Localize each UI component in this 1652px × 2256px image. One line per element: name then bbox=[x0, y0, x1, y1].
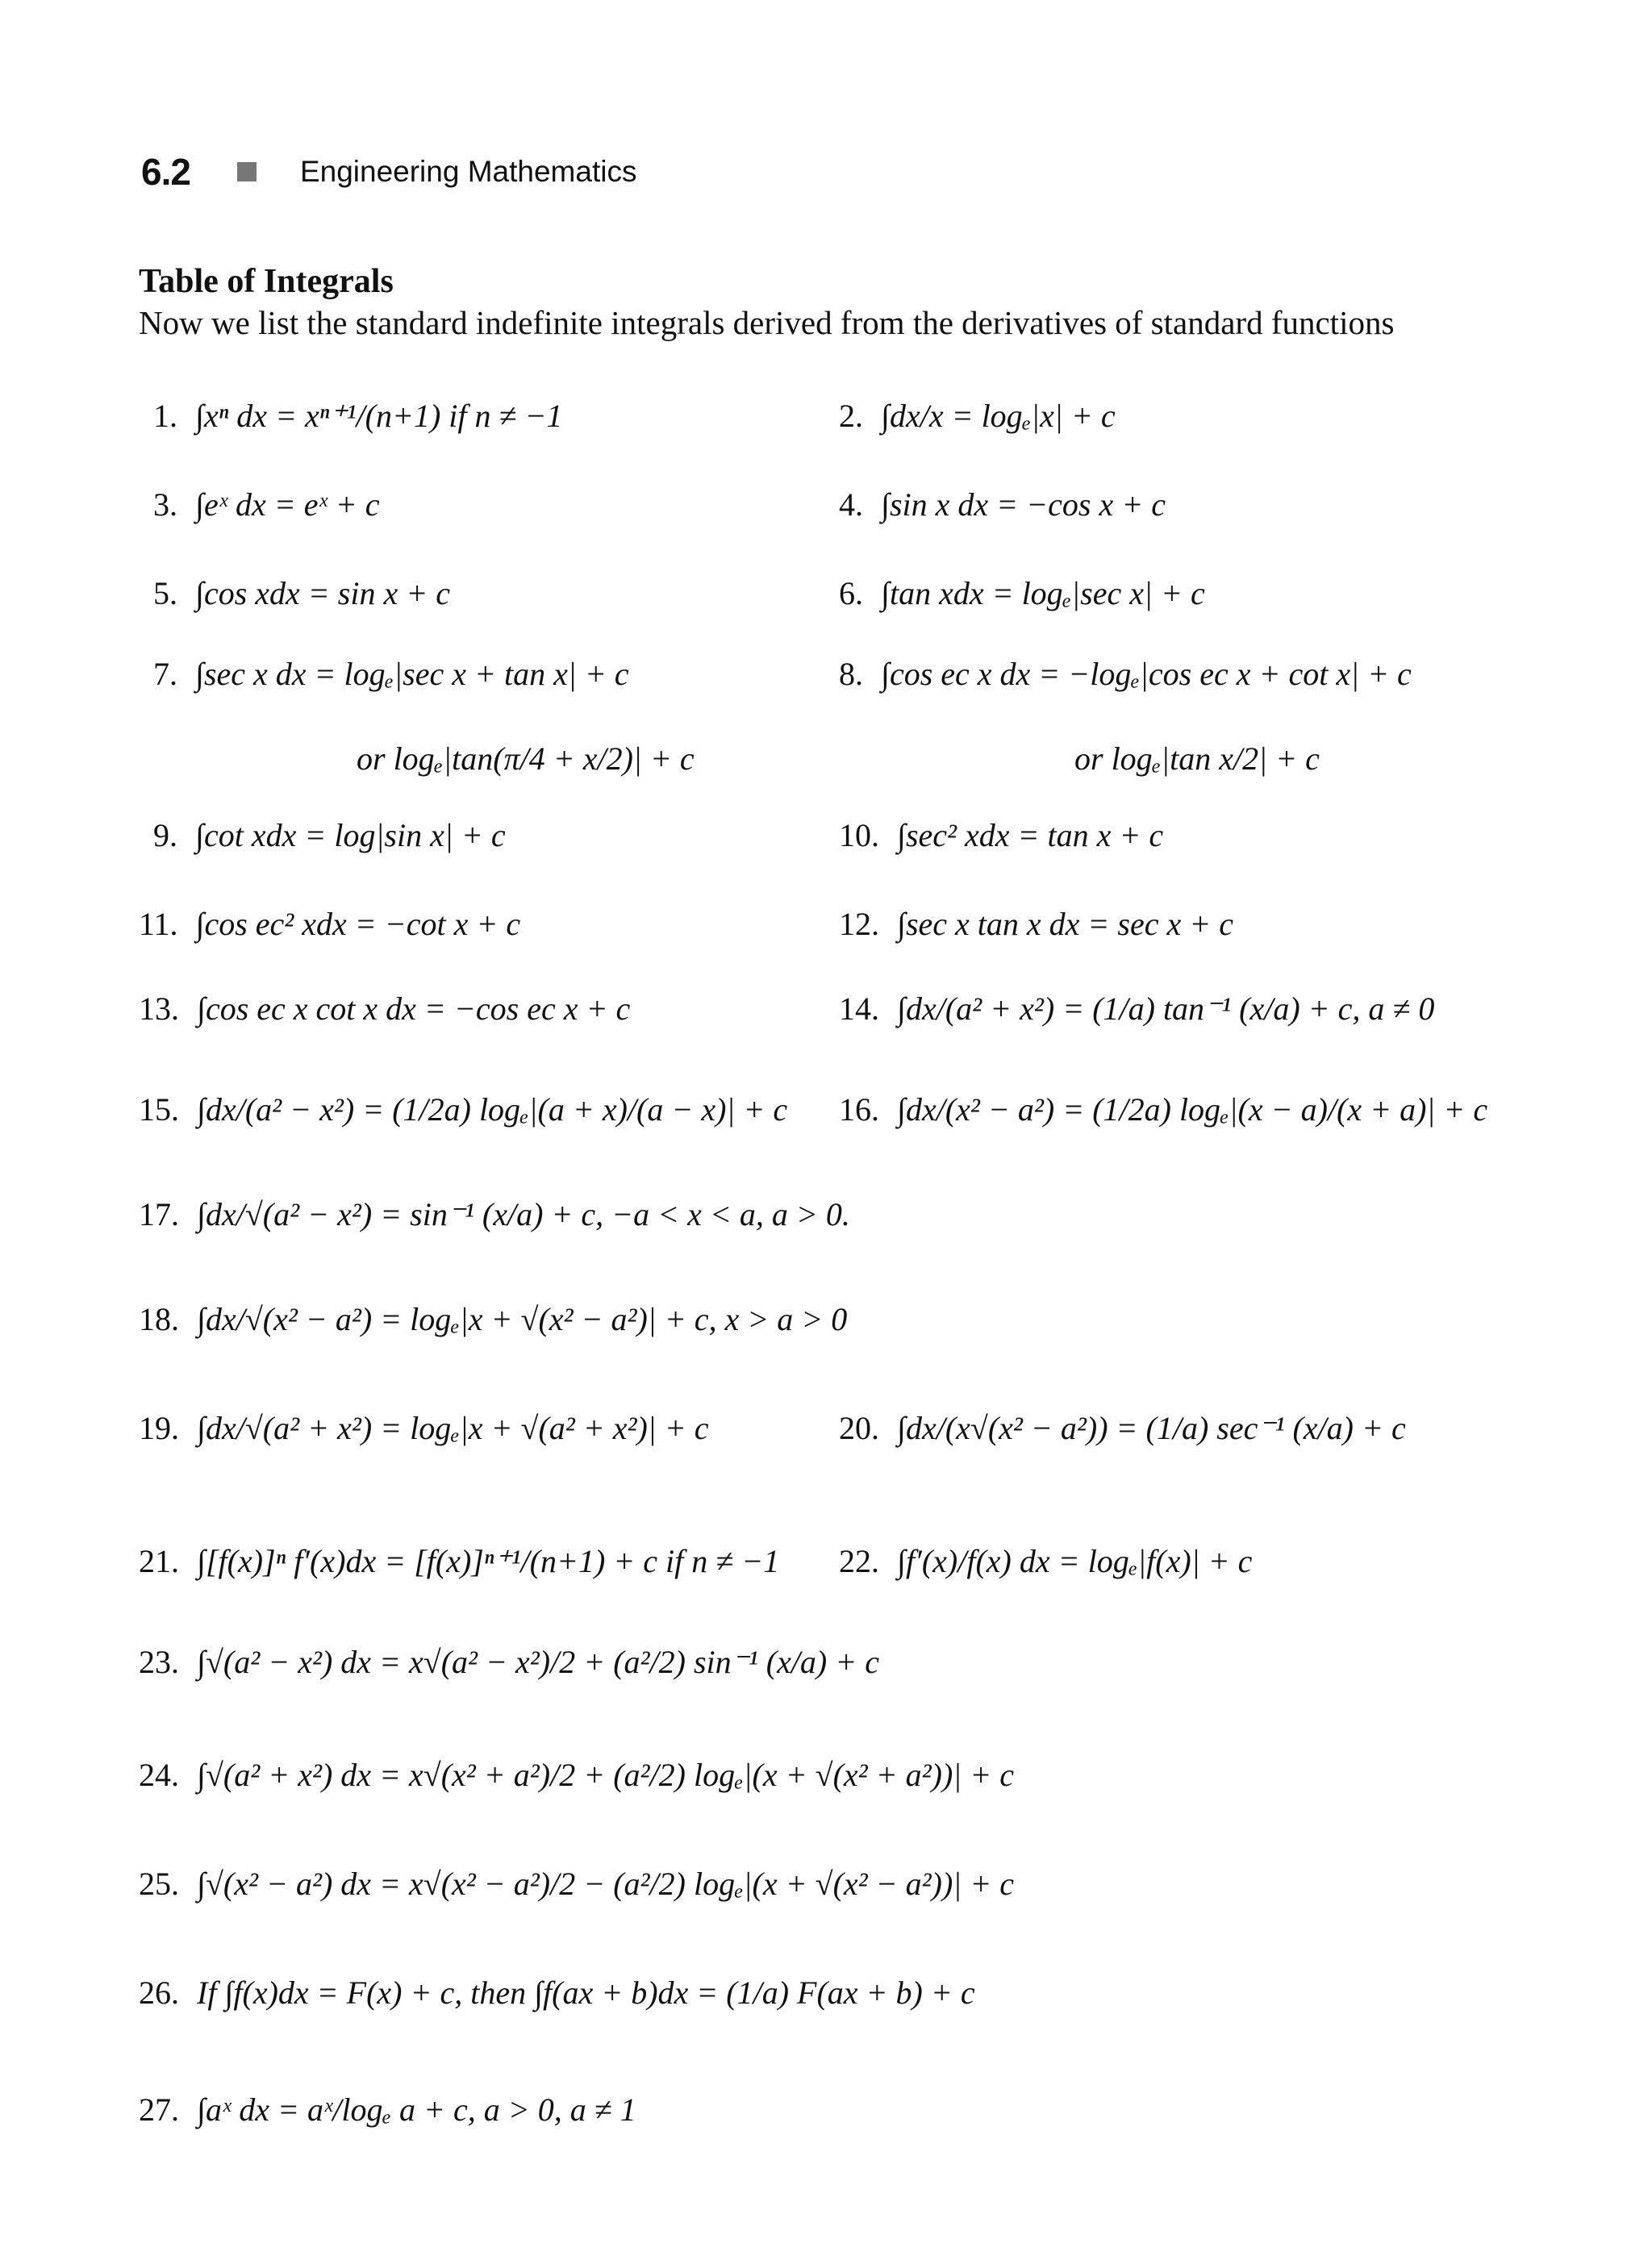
formula-27: 27. ∫aˣ dx = aˣ/logₑ a + c, a > 0, a ≠ 1 bbox=[139, 2091, 636, 2128]
book-title: Engineering Mathematics bbox=[299, 155, 637, 188]
formula-13: 13. ∫cos ec x cot x dx = −cos ec x + c bbox=[139, 990, 631, 1027]
formula-8: 8. ∫cos ec x dx = −logₑ|cos ec x + cot x| + c bbox=[839, 655, 1412, 692]
formula-24: 24. ∫√(a² + x²) dx = x√(x² + a²)/2 + (a²/2) logₑ|(x + √(x² + a²))| + c bbox=[139, 1756, 1015, 1793]
formula-8-alt: or logₑ|tan x/2| + c bbox=[1074, 740, 1320, 777]
formula-18: 18. ∫dx/√(x² − a²) = logₑ|x + √(x² − a²)| + c, x > a > 0 bbox=[139, 1300, 848, 1337]
formula-26: 26. If ∫f(x)dx = F(x) + c, then ∫f(ax + b)dx = (1/a) F(ax + b) + c bbox=[139, 1974, 975, 2011]
formula-17: 17. ∫dx/√(a² − x²) = sin⁻¹ (x/a) + c, −a < x < a, a > 0. bbox=[139, 1195, 850, 1232]
formula-14: 14. ∫dx/(a² + x²) = (1/a) tan⁻¹ (x/a) + c, a ≠ 0 bbox=[839, 990, 1435, 1027]
formula-23: 23. ∫√(a² − x²) dx = x√(a² − x²)/2 + (a²/2) sin⁻¹ (x/a) + c bbox=[139, 1643, 879, 1680]
section-title: Table of Integrals bbox=[139, 263, 394, 300]
formula-5: 5. ∫cos xdx = sin x + c bbox=[153, 574, 450, 611]
formula-9: 9. ∫cot xdx = log|sin x| + c bbox=[153, 816, 506, 853]
formula-25: 25. ∫√(x² − a²) dx = x√(x² − a²)/2 − (a²/2) logₑ|(x + √(x² − a²))| + c bbox=[139, 1865, 1015, 1902]
formula-11: 11. ∫cos ec² xdx = −cot x + c bbox=[139, 905, 521, 942]
formula-3: 3. ∫eˣ dx = eˣ + c bbox=[153, 486, 380, 523]
formula-20: 20. ∫dx/(x√(x² − a²)) = (1/a) sec⁻¹ (x/a) + c bbox=[839, 1409, 1406, 1446]
page-header bbox=[141, 144, 636, 200]
formula-4: 4. ∫sin x dx = −cos x + c bbox=[839, 486, 1166, 523]
section-intro: Now we list the standard indefinite integrals derived from the derivatives of standard functions bbox=[139, 304, 1395, 341]
formula-16: 16. ∫dx/(x² − a²) = (1/2a) logₑ|(x − a)/(x + a)| + c bbox=[839, 1090, 1488, 1128]
formula-2: 2. ∫dx/x = logₑ|x| + c bbox=[839, 397, 1116, 434]
formula-7-alt: or logₑ|tan(π/4 + x/2)| + c bbox=[357, 740, 695, 777]
square-bullet-icon bbox=[237, 162, 257, 181]
page-number: 6.2 bbox=[141, 151, 190, 193]
formula-7: 7. ∫sec x dx = logₑ|sec x + tan x| + c bbox=[153, 655, 629, 692]
formula-19: 19. ∫dx/√(a² + x²) = logₑ|x + √(a² + x²)| + c bbox=[139, 1409, 709, 1446]
formula-21: 21. ∫[f(x)]ⁿ f′(x)dx = [f(x)]ⁿ⁺¹/(n+1) + c if n ≠ −1 bbox=[139, 1542, 780, 1579]
formula-15: 15. ∫dx/(a² − x²) = (1/2a) logₑ|(a + x)/(a − x)| + c bbox=[139, 1090, 788, 1128]
formula-6: 6. ∫tan xdx = logₑ|sec x| + c bbox=[839, 574, 1205, 611]
formula-1: 1. ∫xⁿ dx = xⁿ⁺¹/(n+1) if n ≠ −1 bbox=[153, 397, 563, 434]
formula-12: 12. ∫sec x tan x dx = sec x + c bbox=[839, 905, 1233, 942]
formula-22: 22. ∫f′(x)/f(x) dx = logₑ|f(x)| + c bbox=[839, 1542, 1253, 1579]
formula-10: 10. ∫sec² xdx = tan x + c bbox=[839, 816, 1164, 853]
